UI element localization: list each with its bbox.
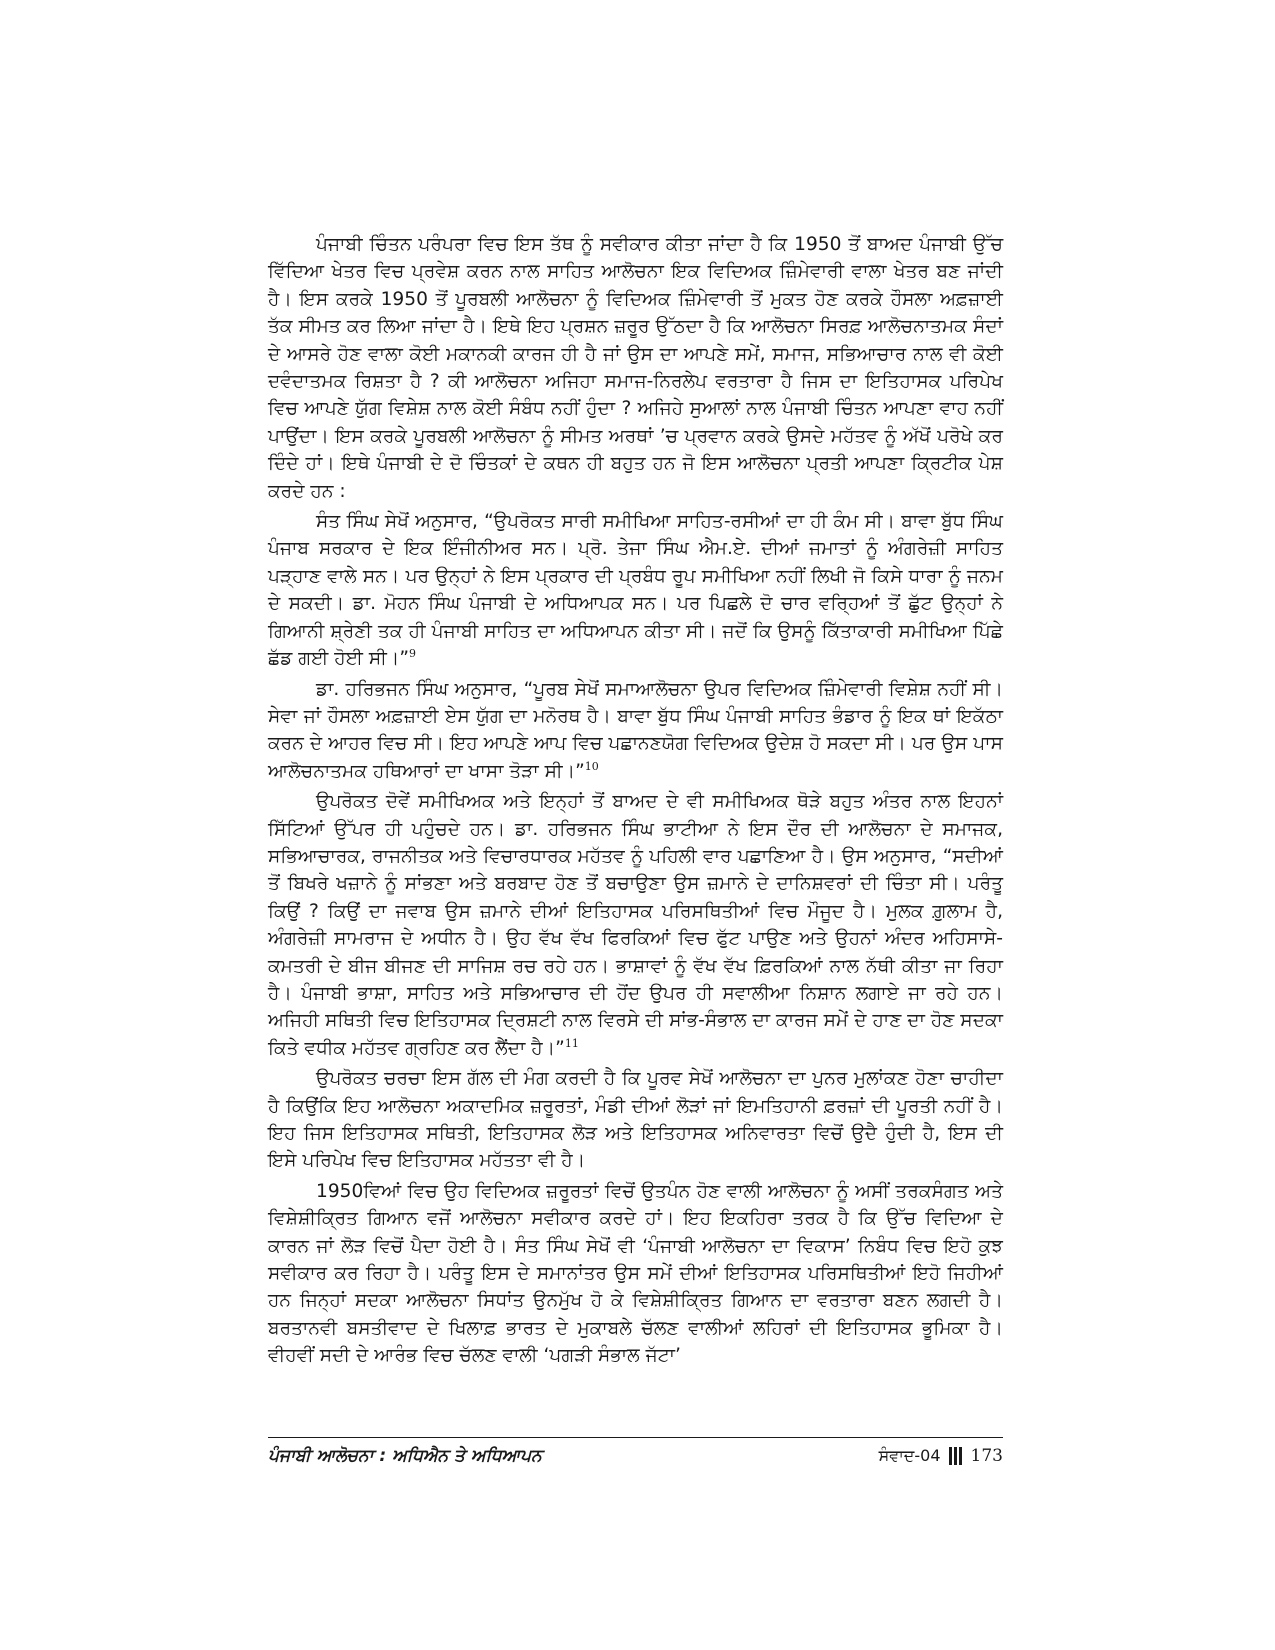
footer-divider <box>268 1437 1003 1438</box>
footnote-ref-11: 11 <box>564 1036 579 1050</box>
paragraph-1: ਪੰਜਾਬੀ ਚਿੰਤਨ ਪਰੰਪਰਾ ਵਿਚ ਇਸ ਤੱਥ ਨੂੰ ਸਵੀਕਾਰ ਕੀਤਾ ਜਾਂਦਾ ਹੈ ਕਿ 1950 ਤੋਂ ਬਾਅਦ ਪੰਜਾਬੀ ਉੱਚ ਵਿੱਦਿਆ ਖੇਤਰ ਵਿਚ ਪ੍ਰਵੇਸ਼ ਕਰਨ ਨਾਲ ਸਾਹਿਤ ਆਲੋਚਨਾ ਇਕ ਵਿਦਿਅਕ ਜ਼ਿੰਮੇਵਾਰੀ ਵਾਲਾ ਖੇਤਰ ਬਣ ਜਾਂਦੀ ਹੈ। ਇਸ ਕਰਕੇ 1950 ਤੋਂ ਪੂਰਬਲੀ ਆਲੋਚਨਾ ਨੂੰ ਵਿਦਿਅਕ ਜ਼ਿੰਮੇਵਾਰੀ ਤੋਂ ਮੁਕਤ ਹੋਣ ਕਰਕੇ ਹੌਸਲਾ ਅਫ਼ਜ਼ਾਈ ਤੱਕ ਸੀਮਤ ਕਰ ਲਿਆ ਜਾਂਦਾ ਹੈ। ਇਥੇ ਇਹ ਪ੍ਰਸ਼ਨ ਜ਼ਰੂਰ ਉੱਠਦਾ ਹੈ ਕਿ ਆਲੋਚਨਾ ਸਿਰਫ਼ ਆਲੋਚਨਾਤਮਕ ਸੰਦਾਂ ਦੇ ਆਸਰੇ ਹੋਣ ਵਾਲਾ ਕੋਈ ਮਕਾਨਕੀ ਕਾਰਜ ਹੀ ਹੈ ਜਾਂ ਉਸ ਦਾ ਆਪਣੇ ਸਮੇਂ, ਸਮਾਜ, ਸਭਿਆਚਾਰ ਨਾਲ ਵੀ ਕੋਈ ਦਵੰਦਾਤਮਕ ਰਿਸ਼ਤਾ ਹੈ ? ਕੀ ਆਲੋਚਨਾ ਅਜਿਹਾ ਸਮਾਜ-ਨਿਰਲੇਪ ਵਰਤਾਰਾ ਹੈ ਜਿਸ ਦਾ ਇਤਿਹਾਸਕ ਪਰਿਪੇਖ ਵਿਚ ਆਪਣੇ ਯੁੱਗ ਵਿਸ਼ੇਸ਼ ਨਾਲ ਕੋਈ ਸੰਬੰਧ ਨਹੀਂ ਹੁੰਦਾ ? ਅਜਿਹੇ ਸੁਆਲਾਂ ਨਾਲ ਪੰਜਾਬੀ ਚਿੰਤਨ ਆਪਣਾ ਵਾਹ ਨਹੀਂ ਪਾਉਂਦਾ। ਇਸ ਕਰਕੇ ਪੂਰਬਲੀ ਆਲੋਚਨਾ ਨੂੰ ਸੀਮਤ ਅਰਥਾਂ ’ਚ ਪ੍ਰਵਾਨ ਕਰਕੇ ਉਸਦੇ ਮਹੱਤਵ ਨੂੰ ਅੱਖੋਂ ਪਰੋਖੇ ਕਰ ਦਿੰਦੇ ਹਾਂ। ਇਥੇ ਪੰਜਾਬੀ ਦੇ ਦੋ ਚਿੰਤਕਾਂ ਦੇ ਕਥਨ ਹੀ ਬਹੁਤ ਹਨ ਜੋ ਇਸ ਆਲੋਚਨਾ ਪ੍ਰਤੀ ਆਪਣਾ ਕ੍ਰਿਟੀਕ ਪੇਸ਼ ਕਰਦੇ ਹਨ : <box>268 234 1003 502</box>
bars-icon <box>949 1447 963 1465</box>
footer-journal-name: ਸੰਵਾਦ-04 <box>878 1446 941 1465</box>
paragraph-2-quote-sekhon: ਸੰਤ ਸਿੰਘ ਸੇਖੋਂ ਅਨੁਸਾਰ, “ਉਪਰੋਕਤ ਸਾਰੀ ਸਮੀਖਿਆ ਸਾਹਿਤ-ਰਸੀਆਂ ਦਾ ਹੀ ਕੰਮ ਸੀ। ਬਾਵਾ ਬੁੱਧ ਸਿੰਘ ਪੰਜਾਬ ਸਰਕਾਰ ਦੇ ਇਕ ਇੰਜੀਨੀਅਰ ਸਨ। ਪ੍ਰੋ. ਤੇਜਾ ਸਿੰਘ ਐਮ.ਏ. ਦੀਆਂ ਜਮਾਤਾਂ ਨੂੰ ਅੰਗਰੇਜ਼ੀ ਸਾਹਿਤ ਪੜ੍ਹਾਣ ਵਾਲੇ ਸਨ। ਪਰ ਉਨ੍ਹਾਂ ਨੇ ਇਸ ਪ੍ਰਕਾਰ ਦੀ ਪ੍ਰਬੰਧ ਰੂਪ ਸਮੀਖਿਆ ਨਹੀਂ ਲਿਖੀ ਜੋ ਕਿਸੇ ਧਾਰਾ ਨੂੰ ਜਨਮ ਦੇ ਸਕਦੀ। ਡਾ. ਮੋਹਨ ਸਿੰਘ ਪੰਜਾਬੀ ਦੇ ਅਧਿਆਪਕ ਸਨ। ਪਰ ਪਿਛਲੇ ਦੋ ਚਾਰ ਵਰ੍ਹਿਆਂ ਤੋਂ ਛੁੱਟ ਉਨ੍ਹਾਂ ਨੇ ਗਿਆਨੀ ਸ਼੍ਰੇਣੀ ਤਕ ਹੀ ਪੰਜਾਬੀ ਸਾਹਿਤ ਦਾ ਅਧਿਆਪਨ ਕੀਤਾ ਸੀ। ਜਦੋਂ ਕਿ ਉਸਨੂੰ ਕਿੱਤਾਕਾਰੀ ਸਮੀਖਿਆ ਪਿੱਛੇ ਛੱਡ ਗਈ ਹੋਈ ਸੀ।”$^9$ <box>268 511 1003 670</box>
footer-book-title: ਪੰਜਾਬੀ ਆਲੋਚਨਾ : ਅਧਿਐਨ ਤੇ ਅਧਿਆਪਨ <box>268 1446 542 1466</box>
paragraph-6: 1950ਵਿਆਂ ਵਿਚ ਉਹ ਵਿਦਿਅਕ ਜ਼ਰੂਰਤਾਂ ਵਿਚੋਂ ਉਤਪੰਨ ਹੋਣ ਵਾਲੀ ਆਲੋਚਨਾ ਨੂੰ ਅਸੀਂ ਤਰਕਸੰਗਤ ਅਤੇ ਵਿਸ਼ੇਸ਼ੀਕ੍ਰਿਤ ਗਿਆਨ ਵਜੋਂ ਆਲੋਚਨਾ ਸਵੀਕਾਰ ਕਰਦੇ ਹਾਂ। ਇਹ ਇਕਹਿਰਾ ਤਰਕ ਹੈ ਕਿ ਉੱਚ ਵਿਦਿਆ ਦੇ ਕਾਰਨ ਜਾਂ ਲੋੜ ਵਿਚੋਂ ਪੈਦਾ ਹੋਈ ਹੈ। ਸੰਤ ਸਿੰਘ ਸੇਖੋਂ ਵੀ ‘ਪੰਜਾਬੀ ਆਲੋਚਨਾ ਦਾ ਵਿਕਾਸ’ ਨਿਬੰਧ ਵਿਚ ਇਹੋ ਕੁਝ ਸਵੀਕਾਰ ਕਰ ਰਿਹਾ ਹੈ। ਪਰੰਤੂ ਇਸ ਦੇ ਸਮਾਨਾਂਤਰ ਉਸ ਸਮੇਂ ਦੀਆਂ ਇਤਿਹਾਸਕ ਪਰਿਸਥਿਤੀਆਂ ਇਹੋ ਜਿਹੀਆਂ ਹਨ ਜਿਨ੍ਹਾਂ ਸਦਕਾ ਆਲੋਚਨਾ ਸਿਧਾਂਤ ਉਨਮੁੱਖ ਹੋ ਕੇ ਵਿਸ਼ੇਸ਼ੀਕ੍ਰਿਤ ਗਿਆਨ ਦਾ ਵਰਤਾਰਾ ਬਣਨ ਲਗਦੀ ਹੈ। ਬਰਤਾਨਵੀ ਬਸਤੀਵਾਦ ਦੇ ਖਿਲਾਫ਼ ਭਾਰਤ ਦੇ ਮੁਕਾਬਲੇ ਚੱਲਣ ਵਾਲੀਆਂ ਲਹਿਰਾਂ ਦੀ ਇਤਿਹਾਸਕ ਭੂਮਿਕਾ ਹੈ। ਵੀਹਵੀਂ ਸਦੀ ਦੇ ਆਰੰਭ ਵਿਚ ਚੱਲਣ ਵਾਲੀ ‘ਪਗੜੀ ਸੰਭਾਲ ਜੱਟਾ’ <box>268 1180 1003 1367</box>
paragraph-3-quote-harbhajan: ਡਾ. ਹਰਿਭਜਨ ਸਿੰਘ ਅਨੁਸਾਰ, “ਪੂਰਬ ਸੇਖੋਂ ਸਮਾਆਲੋਚਨਾ ਉਪਰ ਵਿਦਿਅਕ ਜ਼ਿੰਮੇਵਾਰੀ ਵਿਸ਼ੇਸ਼ ਨਹੀਂ ਸੀ। ਸੇਵਾ ਜਾਂ ਹੌਸਲਾ ਅਫ਼ਜ਼ਾਈ ਏਸ ਯੁੱਗ ਦਾ ਮਨੋਰਥ ਹੈ। ਬਾਵਾ ਬੁੱਧ ਸਿੰਘ ਪੰਜਾਬੀ ਸਾਹਿਤ ਭੰਡਾਰ ਨੂੰ ਇਕ ਥਾਂ ਇਕੱਠਾ ਕਰਨ ਦੇ ਆਹਰ ਵਿਚ ਸੀ। ਇਹ ਆਪਣੇ ਆਪ ਵਿਚ ਪਛਾਨਣਯੋਗ ਵਿਦਿਅਕ ਉਦੇਸ਼ ਹੋ ਸਕਦਾ ਸੀ। ਪਰ ਉਸ ਪਾਸ ਆਲੋਚਨਾਤਮਕ ਹਥਿਆਰਾਂ ਦਾ ਖਾਸਾ ਤੋੜਾ ਸੀ।”$^{10}$ <box>268 678 1003 782</box>
footnote-ref-9: 9 <box>409 646 417 660</box>
paragraph-5: ਉਪਰੋਕਤ ਚਰਚਾ ਇਸ ਗੱਲ ਦੀ ਮੰਗ ਕਰਦੀ ਹੈ ਕਿ ਪੂਰਵ ਸੇਖੋਂ ਆਲੋਚਨਾ ਦਾ ਪੁਨਰ ਮੁਲਾਂਕਣ ਹੋਣਾ ਚਾਹੀਦਾ ਹੈ ਕਿਉਂਕਿ ਇਹ ਆਲੋਚਨਾ ਅਕਾਦਮਿਕ ਜ਼ਰੂਰਤਾਂ, ਮੰਡੀ ਦੀਆਂ ਲੋੜਾਂ ਜਾਂ ਇਮਤਿਹਾਨੀ ਫ਼ਰਜ਼ਾਂ ਦੀ ਪੂਰਤੀ ਨਹੀਂ ਹੈ। ਇਹ ਜਿਸ ਇਤਿਹਾਸਕ ਸਥਿਤੀ, ਇਤਿਹਾਸਕ ਲੋੜ ਅਤੇ ਇਤਿਹਾਸਕ ਅਨਿਵਾਰਤਾ ਵਿਚੋਂ ਉਦੈ ਹੁੰਦੀ ਹੈ, ਇਸ ਦੀ ਇਸੇ ਪਰਿਪੇਖ ਵਿਚ ਇਤਿਹਾਸਕ ਮਹੱਤਤਾ ਵੀ ਹੈ। <box>268 1068 1003 1172</box>
paragraph-4: ਉਪਰੋਕਤ ਦੋਵੇਂ ਸਮੀਖਿਅਕ ਅਤੇ ਇਨ੍ਹਾਂ ਤੋਂ ਬਾਅਦ ਦੇ ਵੀ ਸਮੀਖਿਅਕ ਥੋੜੇ ਬਹੁਤ ਅੰਤਰ ਨਾਲ ਇਹਨਾਂ ਸਿੱਟਿਆਂ ਉੱਪਰ ਹੀ ਪਹੁੰਚਦੇ ਹਨ। ਡਾ. ਹਰਿਭਜਨ ਸਿੰਘ ਭਾਟੀਆ ਨੇ ਇਸ ਦੌਰ ਦੀ ਆਲੋਚਨਾ ਦੇ ਸਮਾਜਕ, ਸਭਿਆਚਾਰਕ, ਰਾਜਨੀਤਕ ਅਤੇ ਵਿਚਾਰਧਾਰਕ ਮਹੱਤਵ ਨੂੰ ਪਹਿਲੀ ਵਾਰ ਪਛਾਣਿਆ ਹੈ। ਉਸ ਅਨੁਸਾਰ, “ਸਦੀਆਂ ਤੋਂ ਬਿਖਰੇ ਖਜ਼ਾਨੇ ਨੂੰ ਸਾਂਭਣਾ ਅਤੇ ਬਰਬਾਦ ਹੋਣ ਤੋਂ ਬਚਾਉਣਾ ਉਸ ਜ਼ਮਾਨੇ ਦੇ ਦਾਨਿਸ਼ਵਰਾਂ ਦੀ ਚਿੰਤਾ ਸੀ। ਪਰੰਤੂ ਕਿਉਂ ? ਕਿਉਂ ਦਾ ਜਵਾਬ ਉਸ ਜ਼ਮਾਨੇ ਦੀਆਂ ਇਤਿਹਾਸਕ ਪਰਿਸਥਿਤੀਆਂ ਵਿਚ ਮੌਜੂਦ ਹੈ। ਮੁਲਕ ਗ਼ੁਲਾਮ ਹੈ, ਅੰਗਰੇਜ਼ੀ ਸਾਮਰਾਜ ਦੇ ਅਧੀਨ ਹੈ। ਉਹ ਵੱਖ ਵੱਖ ਫਿਰਕਿਆਂ ਵਿਚ ਫੁੱਟ ਪਾਉਣ ਅਤੇ ਉਹਨਾਂ ਅੰਦਰ ਅਹਿਸਾਸੇ-ਕਮਤਰੀ ਦੇ ਬੀਜ ਬੀਜਣ ਦੀ ਸਾਜਿਸ਼ ਰਚ ਰਹੇ ਹਨ। ਭਾਸ਼ਾਵਾਂ ਨੂੰ ਵੱਖ ਵੱਖ ਫ਼ਿਰਕਿਆਂ ਨਾਲ ਨੱਥੀ ਕੀਤਾ ਜਾ ਰਿਹਾ ਹੈ। ਪੰਜਾਬੀ ਭਾਸ਼ਾ, ਸਾਹਿਤ ਅਤੇ ਸਭਿਆਚਾਰ ਦੀ ਹੋਂਦ ਉਪਰ ਹੀ ਸਵਾਲੀਆ ਨਿਸ਼ਾਨ ਲਗਾਏ ਜਾ ਰਹੇ ਹਨ। ਅਜਿਹੀ ਸਥਿਤੀ ਵਿਚ ਇਤਿਹਾਸਕ ਦ੍ਰਿਸ਼ਟੀ ਨਾਲ ਵਿਰਸੇ ਦੀ ਸਾਂਭ-ਸੰਭਾਲ ਦਾ ਕਾਰਜ ਸਮੇਂ ਦੇ ਹਾਣ ਦਾ ਹੋਣ ਸਦਕਾ ਕਿਤੇ ਵਧੀਕ ਮਹੱਤਵ ਗ੍ਰਹਿਣ ਕਰ ਲੈਂਦਾ ਹੈ।”$^{11}$ <box>268 791 1004 1059</box>
footer-journal-info <box>879 1446 1003 1466</box>
footnote-ref-10: 10 <box>584 759 599 773</box>
article-body <box>268 231 1003 1373</box>
page-footer <box>268 1446 1003 1476</box>
page-number: 173 <box>970 1446 1003 1466</box>
